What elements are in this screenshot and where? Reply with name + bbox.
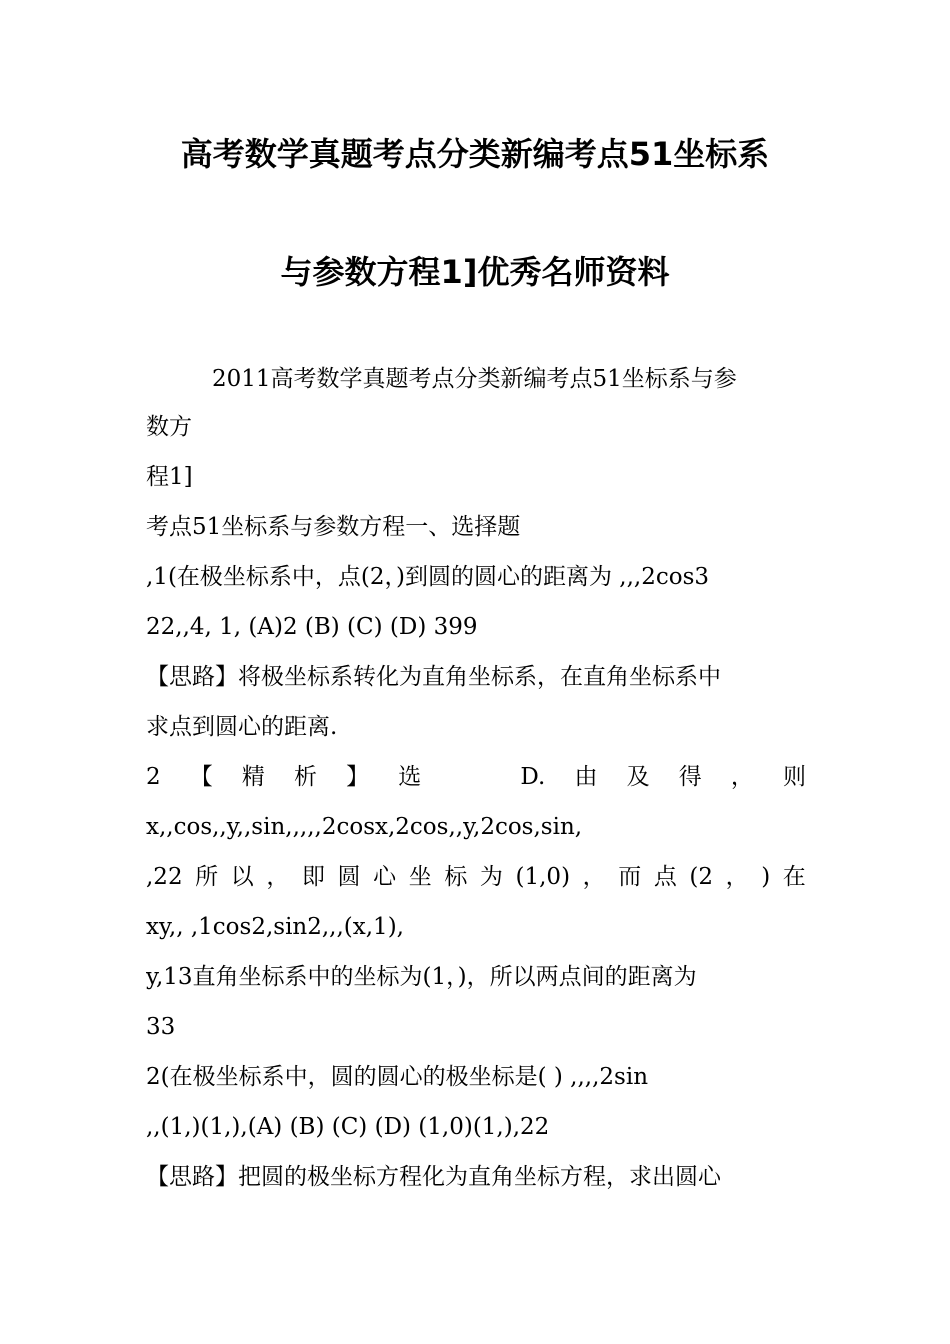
analysis-token: 以 — [230, 864, 254, 890]
analysis-token: 及 — [626, 764, 650, 790]
analysis-token: 由 — [574, 764, 598, 790]
question-options-line: 22,,4, 1, (A)2 (B) (C) (D) 399 — [146, 614, 478, 640]
formula-line: x,,cos,,y,,sin,,,,,2cosx,2cos,,y,2cos,sin, — [146, 814, 583, 840]
analysis-token: 】 — [346, 764, 370, 790]
analysis-token: ， — [266, 864, 290, 890]
analysis-token: 点 — [653, 864, 677, 890]
question-line: ,1(在极坐标系中，点(2，)到圆的圆心的距离为 ,,,2cos3 — [146, 564, 710, 590]
paragraph-line: y,13直角坐标系中的坐标为(1，)，所以两点间的距离为 — [146, 964, 697, 990]
paragraph-line: 2011高考数学真题考点分类新编考点51坐标系与参 — [212, 366, 737, 392]
paragraph-line: 33 — [146, 1014, 176, 1040]
analysis-token: 得 — [678, 764, 702, 790]
analysis-token: 标 — [444, 864, 468, 890]
analysis-token: 则 — [782, 764, 806, 790]
question-line: 2(在极坐标系中，圆的圆心的极坐标是( ) ,,,,2sin — [146, 1064, 649, 1090]
hint-line: 【思路】把圆的极坐标方程化为直角坐标方程，求出圆心 — [146, 1164, 721, 1190]
section-heading: 考点51坐标系与参数方程一、选择题 — [146, 514, 521, 540]
analysis-token: 即 — [301, 864, 325, 890]
hint-line: 求点到圆心的距离. — [146, 714, 338, 740]
document-title-line-2: 与参数方程1]优秀名师资料 — [280, 253, 670, 291]
analysis-token: 坐 — [408, 864, 432, 890]
analysis-token: 圆 — [337, 864, 361, 890]
analysis-token: 析 — [294, 764, 318, 790]
analysis-token: 为 — [479, 864, 503, 890]
analysis-token: 精 — [241, 764, 265, 790]
analysis-token: 心 — [373, 864, 397, 890]
analysis-token: 2 — [146, 764, 161, 790]
document-title-line-1: 高考数学真题考点分类新编考点51坐标系 — [180, 135, 770, 173]
analysis-line — [146, 862, 806, 892]
formula-line: xy,, ,1cos2,sin2,,,(x,1), — [146, 914, 404, 940]
question-options-line: ,,(1,)(1,),(A) (B) (C) (D) (1,0)(1,),22 — [146, 1114, 550, 1140]
analysis-line — [146, 762, 806, 792]
analysis-token: 选 — [398, 764, 422, 790]
hint-line: 【思路】将极坐标系转化为直角坐标系，在直角坐标系中 — [146, 664, 721, 690]
analysis-token: ， — [725, 864, 749, 890]
analysis-token: D. — [520, 764, 546, 790]
analysis-token: ， — [730, 764, 754, 790]
analysis-token: (1,0) — [515, 864, 571, 890]
paragraph-line: 数方 — [146, 414, 192, 440]
analysis-token: ,22 — [146, 864, 183, 890]
analysis-token: ) — [761, 864, 771, 890]
paragraph-line: 程1] — [146, 464, 193, 490]
analysis-token: 所 — [195, 864, 219, 890]
analysis-token: ， — [582, 864, 606, 890]
analysis-token: 在 — [782, 864, 806, 890]
analysis-token: (2 — [689, 864, 714, 890]
analysis-token: 【 — [189, 764, 213, 790]
analysis-token: 而 — [618, 864, 642, 890]
